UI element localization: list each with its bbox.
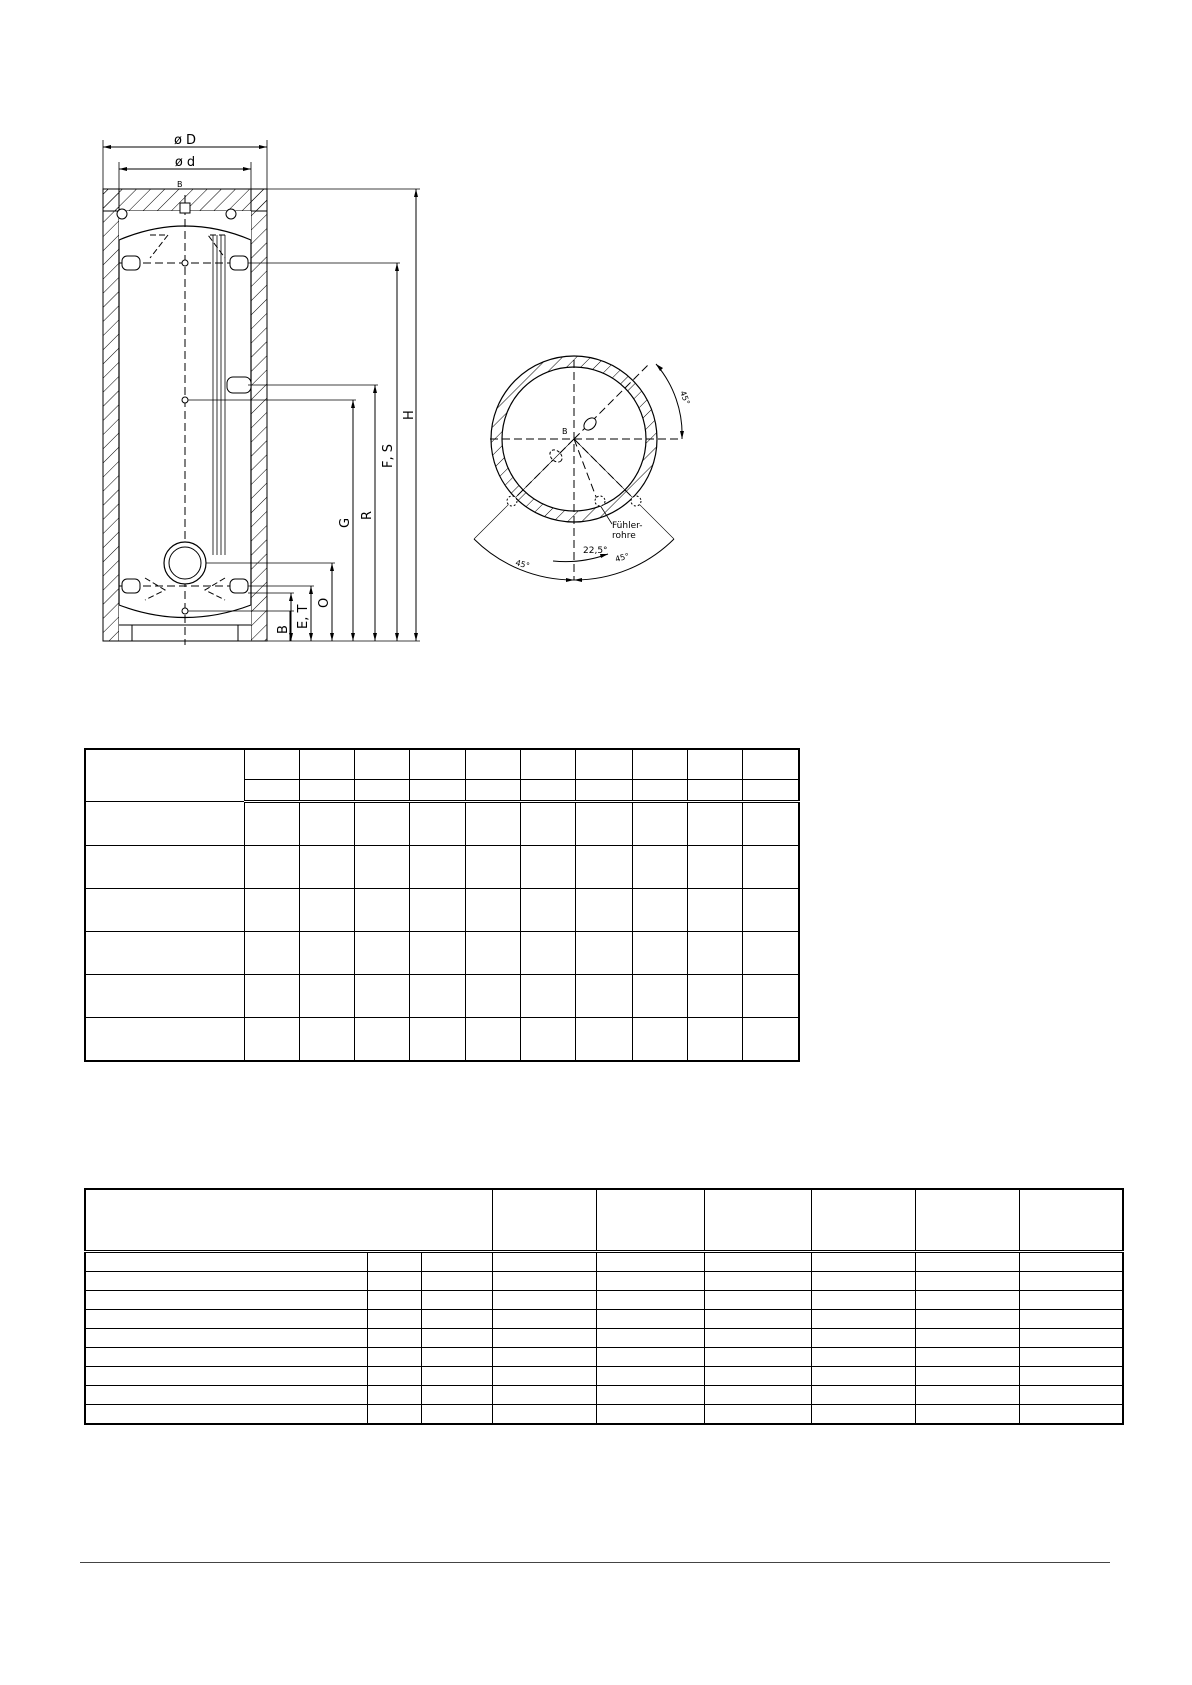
table-header-cell <box>410 749 465 780</box>
table-header-cell <box>492 1189 596 1252</box>
table-row <box>85 1018 799 1062</box>
table-row <box>85 1272 1123 1291</box>
mark-b-plan: B <box>562 427 568 436</box>
angle-22-5: 22,5° <box>583 546 608 556</box>
table-row <box>85 1405 1123 1425</box>
table-header-cell <box>244 749 299 780</box>
label-inner-diameter: ø d <box>174 155 196 170</box>
table-header-cell <box>300 749 355 780</box>
table-header-cell <box>915 1189 1019 1252</box>
technical-drawing <box>0 0 1192 660</box>
sensor-tube-label-2: rohre <box>612 531 636 541</box>
side-view <box>103 133 420 645</box>
table-header-cell <box>575 749 632 780</box>
footer-divider <box>80 1562 1110 1563</box>
technical-data-table <box>84 1188 1124 1425</box>
table-header-cell <box>1019 1189 1123 1252</box>
table-header-cell <box>743 749 799 780</box>
table-header-cell <box>410 780 465 802</box>
table-row <box>85 1386 1123 1405</box>
label-outer-diameter: ø D <box>173 133 197 148</box>
angle-45-c: 45° <box>614 551 631 564</box>
mark-b-top: B <box>177 180 183 189</box>
table-row <box>85 975 799 1018</box>
table-row <box>85 1367 1123 1386</box>
label-O: O <box>317 597 332 608</box>
table-row <box>85 802 799 846</box>
table-row <box>85 1329 1123 1348</box>
table-header-cell <box>465 780 520 802</box>
label-H: H <box>402 410 417 420</box>
table-header-cell <box>355 780 410 802</box>
table-header-cell <box>300 780 355 802</box>
table-header-cell <box>575 780 632 802</box>
table-header-cell <box>743 780 799 802</box>
table-row <box>85 932 799 975</box>
table-header-cell <box>85 1189 492 1252</box>
angle-45-b: 45° <box>514 558 531 571</box>
label-B: B <box>276 625 291 634</box>
table-header-cell <box>244 780 299 802</box>
dimension-table <box>84 748 800 1062</box>
table-header-cell <box>632 749 687 780</box>
table-header-cell <box>85 749 244 802</box>
table-header-cell <box>632 780 687 802</box>
label-ET: E, T <box>296 604 311 629</box>
table-row <box>85 889 799 932</box>
table-header-cell <box>520 780 575 802</box>
table-row <box>85 1348 1123 1367</box>
table-header-cell <box>355 749 410 780</box>
table-header-cell <box>688 780 743 802</box>
table-row <box>85 1252 1123 1272</box>
plan-view <box>474 356 691 582</box>
table-header-cell <box>465 749 520 780</box>
label-FS: F, S <box>381 444 396 468</box>
table-row <box>85 846 799 889</box>
label-R: R <box>360 510 375 520</box>
table-header-cell <box>520 749 575 780</box>
table-header-cell <box>704 1189 811 1252</box>
label-G: G <box>338 517 353 528</box>
table-header-cell <box>811 1189 915 1252</box>
angle-45-a: 45° <box>678 389 692 407</box>
table-header-cell <box>596 1189 704 1252</box>
sensor-tube-label-1: Fühler- <box>612 521 643 531</box>
table-row <box>85 1310 1123 1329</box>
table-header-cell <box>688 749 743 780</box>
vertical-dimensions <box>276 189 418 641</box>
table-row <box>85 1291 1123 1310</box>
